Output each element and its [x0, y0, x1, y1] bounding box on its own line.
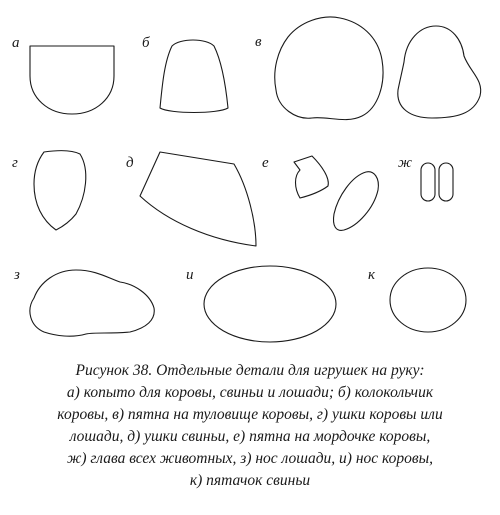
- piece-d-letter: д: [126, 155, 134, 171]
- piece-g: [12, 151, 86, 230]
- piece-v: [255, 17, 383, 120]
- ear-shape: [34, 151, 86, 230]
- horse-nose-shape: [30, 270, 154, 336]
- piece-i-letter: и: [186, 267, 194, 283]
- piece-a: [12, 35, 114, 114]
- piece-g-letter: г: [12, 155, 18, 171]
- body-spot-shape: [275, 17, 383, 120]
- caption-line-4: лошади, д) ушки свиньи, е) пятна на мордочке коровы,: [69, 428, 431, 445]
- piece-k: [368, 267, 466, 332]
- figure-caption: [6, 360, 494, 492]
- piece-k-letter: к: [368, 267, 376, 283]
- piece-zh-letter: ж: [398, 155, 412, 171]
- cow-ear-shape: [398, 26, 481, 118]
- pig-ear-shape: [140, 152, 256, 246]
- bell-shape: [160, 40, 228, 113]
- piece-e-letter: е: [262, 155, 269, 171]
- piece-b-letter: б: [142, 35, 150, 51]
- piece-z-letter: з: [14, 267, 20, 283]
- piece-a-letter: а: [12, 35, 20, 51]
- piece-i: [186, 266, 336, 342]
- piece-e: [262, 155, 378, 230]
- hoof-shape: [30, 46, 114, 114]
- caption-line-3: коровы, в) пятна на туловище коровы, г) ушки коровы или: [57, 406, 443, 423]
- piece-z: [13, 267, 154, 336]
- piece-b: [142, 35, 228, 113]
- caption-line-2: а) копыто для коровы, свиньи и лошади; б) колокольчик: [66, 384, 434, 401]
- face-spot-large-shape: [333, 172, 378, 231]
- eye-left-shape: [421, 163, 435, 201]
- piece-d: [126, 152, 256, 246]
- caption-line-1: Рисунок 38. Отдельные детали для игрушек на руку:: [75, 362, 425, 379]
- caption-line-6: к) пятачок свиньи: [189, 472, 311, 489]
- piece-zh: [398, 155, 453, 201]
- face-spot-small-shape: [294, 156, 328, 198]
- caption-line-5: ж) глава всех животных, з) нос лошади, и) нос коровы,: [66, 450, 434, 467]
- piece-v-letter: в: [255, 34, 262, 50]
- cow-nose-shape: [204, 266, 336, 342]
- eye-right-shape: [439, 163, 453, 201]
- pig-snout-shape: [390, 268, 466, 332]
- piece-ear-top: [398, 26, 481, 118]
